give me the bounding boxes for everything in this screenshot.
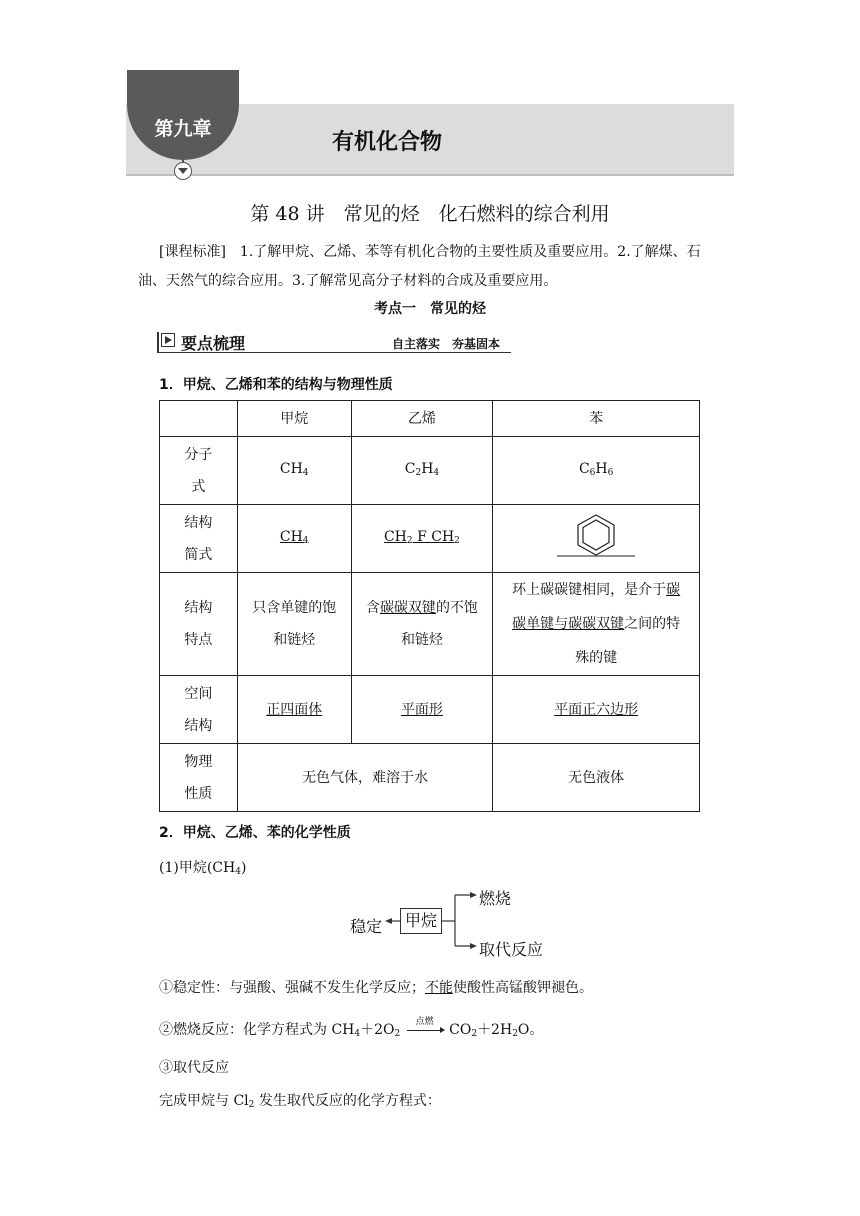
methane-feature: 只含单键的饱 和链烃 — [237, 573, 351, 676]
chapter-label: 第九章 — [154, 118, 212, 140]
table-header-benzene: 苯 — [493, 401, 700, 437]
chevron-down-icon-triangle — [178, 168, 188, 174]
benzene-space: 平面正六边形 — [493, 676, 700, 744]
course-standard — [138, 238, 739, 296]
methane-ethylene-phys: 无色气体，难溶于水 — [237, 744, 492, 812]
row-label: 结构 特点 — [160, 573, 238, 676]
ethylene-simple: $CH_2$ F $CH_2$ — [351, 505, 493, 573]
benzene-structure — [493, 505, 700, 573]
row-label: 空间 结构 — [160, 676, 238, 744]
table-header-methane: 甲烷 — [237, 401, 351, 437]
diagram-center-box: 甲烷 — [400, 908, 442, 934]
methane-simple: $CH_4$ — [237, 505, 351, 573]
benzene-formula: $C_6H_6$ — [493, 437, 700, 505]
diagram-left-label: 稳定 — [350, 917, 383, 936]
subsection-1-title: 1．甲烷、乙烯和苯的结构与物理性质 — [159, 377, 393, 393]
methane-formula: $CH_4$ — [237, 437, 351, 505]
benzene-feature: 环上碳碳键相同，是介于碳 碳单键与碳碳双键之间的特 殊的键 — [493, 573, 700, 676]
table-header-ethylene: 乙烯 — [351, 401, 493, 437]
key-points-subtitle: 自主落实 夯基固本 — [392, 337, 501, 351]
lesson-title: 第 48 讲 常见的烃 化石燃料的综合利用 — [250, 203, 610, 225]
paragraph-substitution-intro: 完成甲烷与 $Cl_2$ 发生取代反应的化学方程式： — [159, 1093, 441, 1110]
paragraph-stability: ①稳定性：与强酸、强碱不发生化学反应；不能使酸性高锰酸钾褪色。 — [159, 980, 593, 996]
section-heading: 考点一 常见的烃 — [374, 301, 486, 317]
chapter-band-underline — [126, 174, 734, 176]
ethylene-formula: $C_2H_4$ — [351, 437, 493, 505]
properties-table — [159, 400, 700, 812]
key-points-title: 要点梳理 — [181, 334, 246, 353]
ethylene-feature: 含碳碳双键的不饱 和链烃 — [351, 573, 493, 676]
paragraph-combustion: ②燃烧反应：化学方程式为 $CH_4+2O_2$ 点燃 $CO_2+2H_2O$。 — [159, 1017, 544, 1039]
table-row-formula — [160, 437, 700, 505]
play-icon — [165, 336, 172, 344]
chapter-title: 有机化合物 — [332, 130, 443, 155]
table-row-phys — [160, 744, 700, 812]
reaction-arrow: 点燃 — [405, 1023, 445, 1037]
standard-line-2: 油、天然气的综合应用。3.了解常见高分子材料的合成及重要应用。 — [138, 273, 558, 289]
standard-tag: [课程标准] — [159, 244, 226, 260]
table-row-simple — [160, 505, 700, 573]
benzene-phys: 无色液体 — [493, 744, 700, 812]
table-corner-cell — [160, 401, 238, 437]
table-header-row — [160, 401, 700, 437]
table-row-space — [160, 676, 700, 744]
diagram-top-label: 燃烧 — [479, 889, 512, 908]
paragraph-substitution-heading: ③取代反应 — [159, 1060, 229, 1076]
methane-space: 正四面体 — [237, 676, 351, 744]
table-row-feature — [160, 573, 700, 676]
benzene-ring-icon — [551, 507, 641, 559]
row-label: 结构 简式 — [160, 505, 238, 573]
row-label: 物理 性质 — [160, 744, 238, 812]
methane-heading: (1)甲烷$(CH_4)$ — [159, 860, 247, 877]
standard-line-1: 1.了解甲烷、乙烯、苯等有机化合物的主要性质及重要应用。2.了解煤、石 — [225, 244, 701, 260]
subsection-2-title: 2．甲烷、乙烯、苯的化学性质 — [159, 825, 351, 841]
ethylene-space: 平面形 — [351, 676, 493, 744]
key-points-bar-edge — [157, 332, 159, 353]
diagram-bottom-label: 取代反应 — [479, 940, 544, 959]
row-label: 分子 式 — [160, 437, 238, 505]
